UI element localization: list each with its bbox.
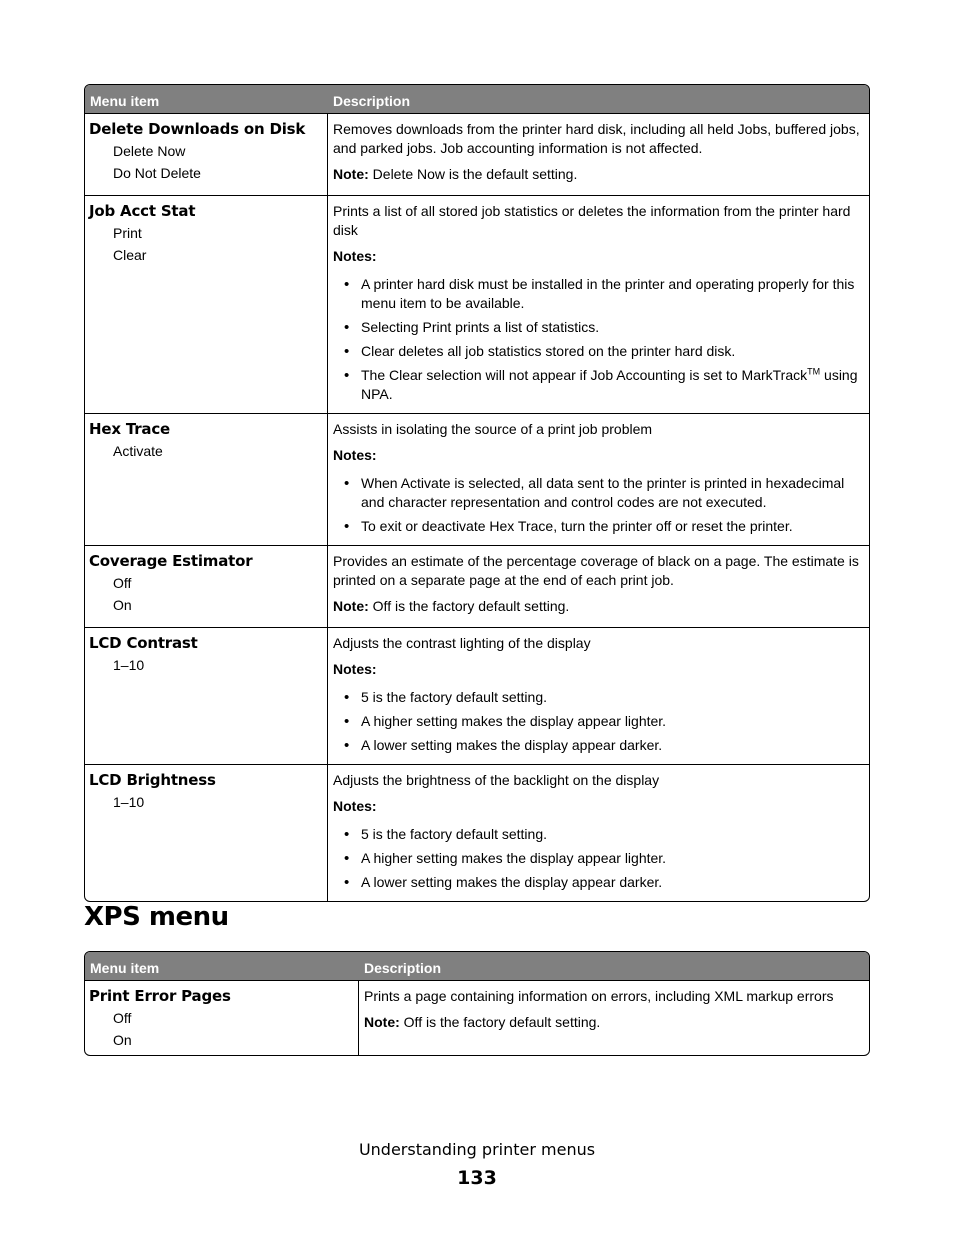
menu-item-cell xyxy=(85,628,328,764)
description-cell xyxy=(328,546,869,627)
menu-option: On xyxy=(113,597,132,613)
table-row xyxy=(85,628,869,765)
menu-option: Off xyxy=(113,1010,132,1026)
description-cell xyxy=(328,114,869,195)
menu-item-name: Coverage Estimator xyxy=(89,552,253,570)
menu-item-cell xyxy=(85,981,359,1055)
menu-option: Clear xyxy=(113,247,147,263)
note xyxy=(333,597,865,616)
table-row xyxy=(85,546,869,628)
description-text: Prints a list of all stored job statistics or deletes the information from the printer hard disk xyxy=(333,203,851,238)
menu-option: 1–10 xyxy=(113,657,145,673)
list-item: • When Activate is selected, all data sent to the printer is printed in hexadecimal and character representation and control codes are not executed. xyxy=(333,474,865,512)
footer-title: Understanding printer menus xyxy=(358,1140,596,1159)
note xyxy=(364,1013,865,1032)
table-row xyxy=(85,114,869,196)
table-row xyxy=(85,196,869,414)
description-cell xyxy=(328,414,869,545)
menu-item-name: Print Error Pages xyxy=(89,987,231,1005)
note-label: Note: xyxy=(364,1014,400,1030)
menu-item-name: Delete Downloads on Disk xyxy=(89,120,306,138)
menu-option: On xyxy=(113,1032,132,1048)
menu-item-cell xyxy=(85,546,328,627)
list-item-text: using NPA. xyxy=(361,367,858,402)
list-item-text: The Clear selection will not appear if Job Accounting is set to MarkTrack xyxy=(361,367,808,383)
description-text: Adjusts the brightness of the backlight on the display xyxy=(333,772,660,788)
description-cell xyxy=(359,981,869,1055)
menu-option: Delete Now xyxy=(113,143,186,159)
menu-item-name: LCD Contrast xyxy=(89,634,198,652)
note-label: Note: xyxy=(333,598,369,614)
note xyxy=(333,165,865,184)
menu-table xyxy=(84,84,870,902)
menu-item-cell xyxy=(85,414,328,545)
note-text: Delete Now is the default setting. xyxy=(368,166,578,182)
notes-list xyxy=(333,474,865,536)
table-row xyxy=(85,981,869,1055)
notes-list xyxy=(333,275,865,404)
menu-item-name: Hex Trace xyxy=(89,420,170,438)
list-item: • 5 is the factory default setting. xyxy=(333,825,865,844)
note-text: Off is the factory default setting. xyxy=(368,598,570,614)
table-row xyxy=(85,414,869,546)
header-description: Description xyxy=(333,93,411,109)
table-header xyxy=(85,85,869,114)
menu-item-cell xyxy=(85,196,328,413)
table-row xyxy=(85,765,869,901)
notes-label: Notes: xyxy=(333,248,377,264)
list-item: • A higher setting makes the display appear lighter. xyxy=(333,849,865,868)
description-cell xyxy=(328,628,869,764)
menu-option: Off xyxy=(113,575,132,591)
notes-label: Notes: xyxy=(333,661,377,677)
section-title: XPS menu xyxy=(84,902,229,932)
list-item: • A higher setting makes the display appear lighter. xyxy=(333,712,865,731)
list-item: • A printer hard disk must be installed in the printer and operating properly for this menu item to be available. xyxy=(333,275,865,313)
description-text: Provides an estimate of the percentage coverage of black on a page. The estimate is printed on a separate page at the end of each print job. xyxy=(333,553,859,588)
trademark-mark: TM xyxy=(807,366,821,377)
description-cell xyxy=(328,196,869,413)
description-text: Removes downloads from the printer hard disk, including all held Jobs, buffered jobs, and parked jobs. Job accounting information is not affected. xyxy=(333,121,860,156)
table-header xyxy=(85,952,869,981)
notes-list xyxy=(333,688,865,755)
list-item xyxy=(333,366,865,404)
notes-list xyxy=(333,825,865,892)
list-item: • Clear deletes all job statistics stored on the printer hard disk. xyxy=(333,342,865,361)
xps-menu-table xyxy=(84,951,870,1056)
header-menu-item: Menu item xyxy=(90,93,160,109)
menu-option: Print xyxy=(113,225,142,241)
description-text: Assists in isolating the source of a print job problem xyxy=(333,421,653,437)
note-label: Note: xyxy=(333,166,369,182)
description-text: Adjusts the contrast lighting of the display xyxy=(333,635,591,651)
notes-label: Notes: xyxy=(333,447,377,463)
note-text: Off is the factory default setting. xyxy=(399,1014,601,1030)
description-text: Prints a page containing information on errors, including XML markup errors xyxy=(364,988,834,1004)
menu-item-name: Job Acct Stat xyxy=(89,202,196,220)
menu-item-cell xyxy=(85,765,328,901)
header-menu-item: Menu item xyxy=(90,960,160,976)
menu-option: 1–10 xyxy=(113,794,145,810)
list-item: • 5 is the factory default setting. xyxy=(333,688,865,707)
list-item: • Selecting Print prints a list of statistics. xyxy=(333,318,865,337)
notes-label: Notes: xyxy=(333,798,377,814)
menu-item-cell xyxy=(85,114,328,195)
menu-option: Do Not Delete xyxy=(113,165,201,181)
list-item: • To exit or deactivate Hex Trace, turn the printer off or reset the printer. xyxy=(333,517,865,536)
menu-item-name: LCD Brightness xyxy=(89,771,216,789)
menu-option: Activate xyxy=(113,443,163,459)
list-item: • A lower setting makes the display appear darker. xyxy=(333,736,865,755)
list-item: • A lower setting makes the display appear darker. xyxy=(333,873,865,892)
description-cell xyxy=(328,765,869,901)
header-description: Description xyxy=(364,960,442,976)
page-number: 133 xyxy=(457,1167,497,1189)
